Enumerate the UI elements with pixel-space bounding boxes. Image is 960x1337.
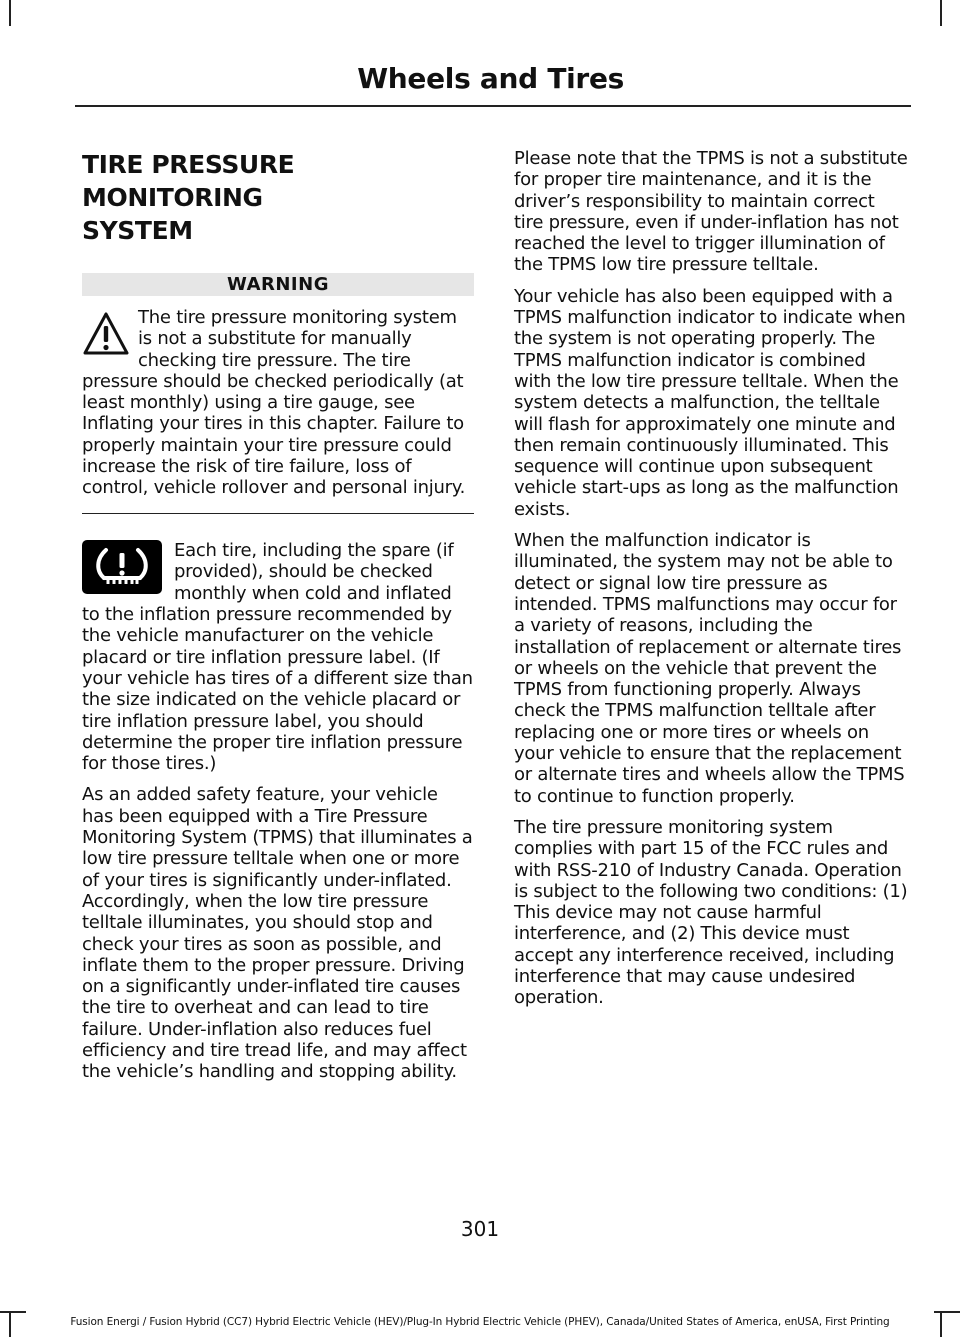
left-paragraph-2: As an added safety feature, your vehicle has been equipped with a Tire Pressure Monitoring System (TPMS) that illuminates a low tire pressure telltale when one or more of your tires is significantly under-inflated. Accordingly, when the low tire pressure telltale illuminates, you should stop and check your tires as soon as possible, and inflate them to the proper pressure. Driving on a significantly under-inflated tire causes the tire to overheat and can lead to tire failure. Under-inflation also reduces fuel efficiency and tire tread life, and may affect the vehicle’s handling and stopping ability.: [82, 784, 473, 1083]
warning-block: [82, 307, 474, 499]
footer-text: Fusion Energi / Fusion Hybrid (CC7) Hybrid Electric Vehicle (HEV)/Plug-In Hybrid Electric Vehicle (PHEV), Canada/United States of America, enUSA, First Printing: [70, 1316, 890, 1328]
crop-mark-top-left: [9, 0, 11, 26]
right-paragraph-2: Your vehicle has also been equipped with a TPMS malfunction indicator to indicate when the system is not operating properly. The TPMS malfunction indicator is combined with the low tire pressure telltale. When the system detects a malfunction, the telltale will flash for approximately one minute and then remain continuously illuminated. This sequence will continue upon subsequent vehicle start-ups as long as the malfunction exists.: [514, 285, 906, 520]
warning-label: WARNING: [82, 273, 474, 296]
section-title: TIRE PRESSURE MONITORING SYSTEM: [82, 150, 295, 245]
right-paragraph-3: When the malfunction indicator is illuminated, the system may not be able to detect or signal low tire pressure as intended. TPMS malfunctions may occur for a variety of reasons, including the installation of replacement or alternate tires or wheels on the vehicle that prevent the TPMS from functioning properly. Always check the TPMS malfunction telltale after replacing one or more tires or wheels on your vehicle to ensure that the replacement or alternate tires and wheels allow the TPMS to continue to function properly.: [514, 530, 905, 807]
chapter-title: Wheels and Tires: [357, 62, 624, 95]
header-rule: [75, 105, 911, 107]
warning-text: The tire pressure monitoring system is not a substitute for manually checking tire pressure. The tire pressure should be checked periodically (at least monthly) using a tire gauge, see Inflating your tires in this chapter. Failure to properly maintain your tire pressure could increase the risk of tire failure, loss of control, vehicle rollover and personal injury.: [82, 307, 466, 499]
left-column: [82, 148, 474, 1093]
left-paragraph-1: Each tire, including the spare (if provided), should be checked monthly when cold and inflated to the inflation pressure recommended by the vehicle manufacturer on the vehicle placard or tire inflation pressure label. (If your vehicle has tires of a different size than the size indicated on the vehicle placard or tire inflation pressure label, you should determine the proper tire inflation pressure for those tires.): [82, 540, 473, 775]
right-paragraph-4: The tire pressure monitoring system complies with part 15 of the FCC rules and with RSS-210 of Industry Canada. Operation is subject to the following two conditions: (1) This device may not cause harmful interference, and (2) This device must accept any interference received, including interference that may cause undesired operation.: [514, 816, 908, 1009]
crop-mark-bottom-left-h: [0, 1311, 26, 1313]
right-paragraph-1: Please note that the TPMS is not a substitute for proper tire maintenance, and it is the driver’s responsibility to maintain correct tire pressure, even if under-inflation has not reached the level to trigger illumination of the TPMS low tire pressure telltale.: [514, 148, 908, 276]
page-number: 301: [460, 1217, 500, 1241]
right-column: [514, 148, 908, 1019]
warning-rule: [82, 513, 474, 515]
low-tire-pressure-telltale-icon: [82, 540, 162, 594]
warning-triangle-icon: [82, 311, 130, 357]
crop-mark-bottom-right-h: [934, 1311, 960, 1313]
crop-mark-top-right: [940, 0, 942, 26]
